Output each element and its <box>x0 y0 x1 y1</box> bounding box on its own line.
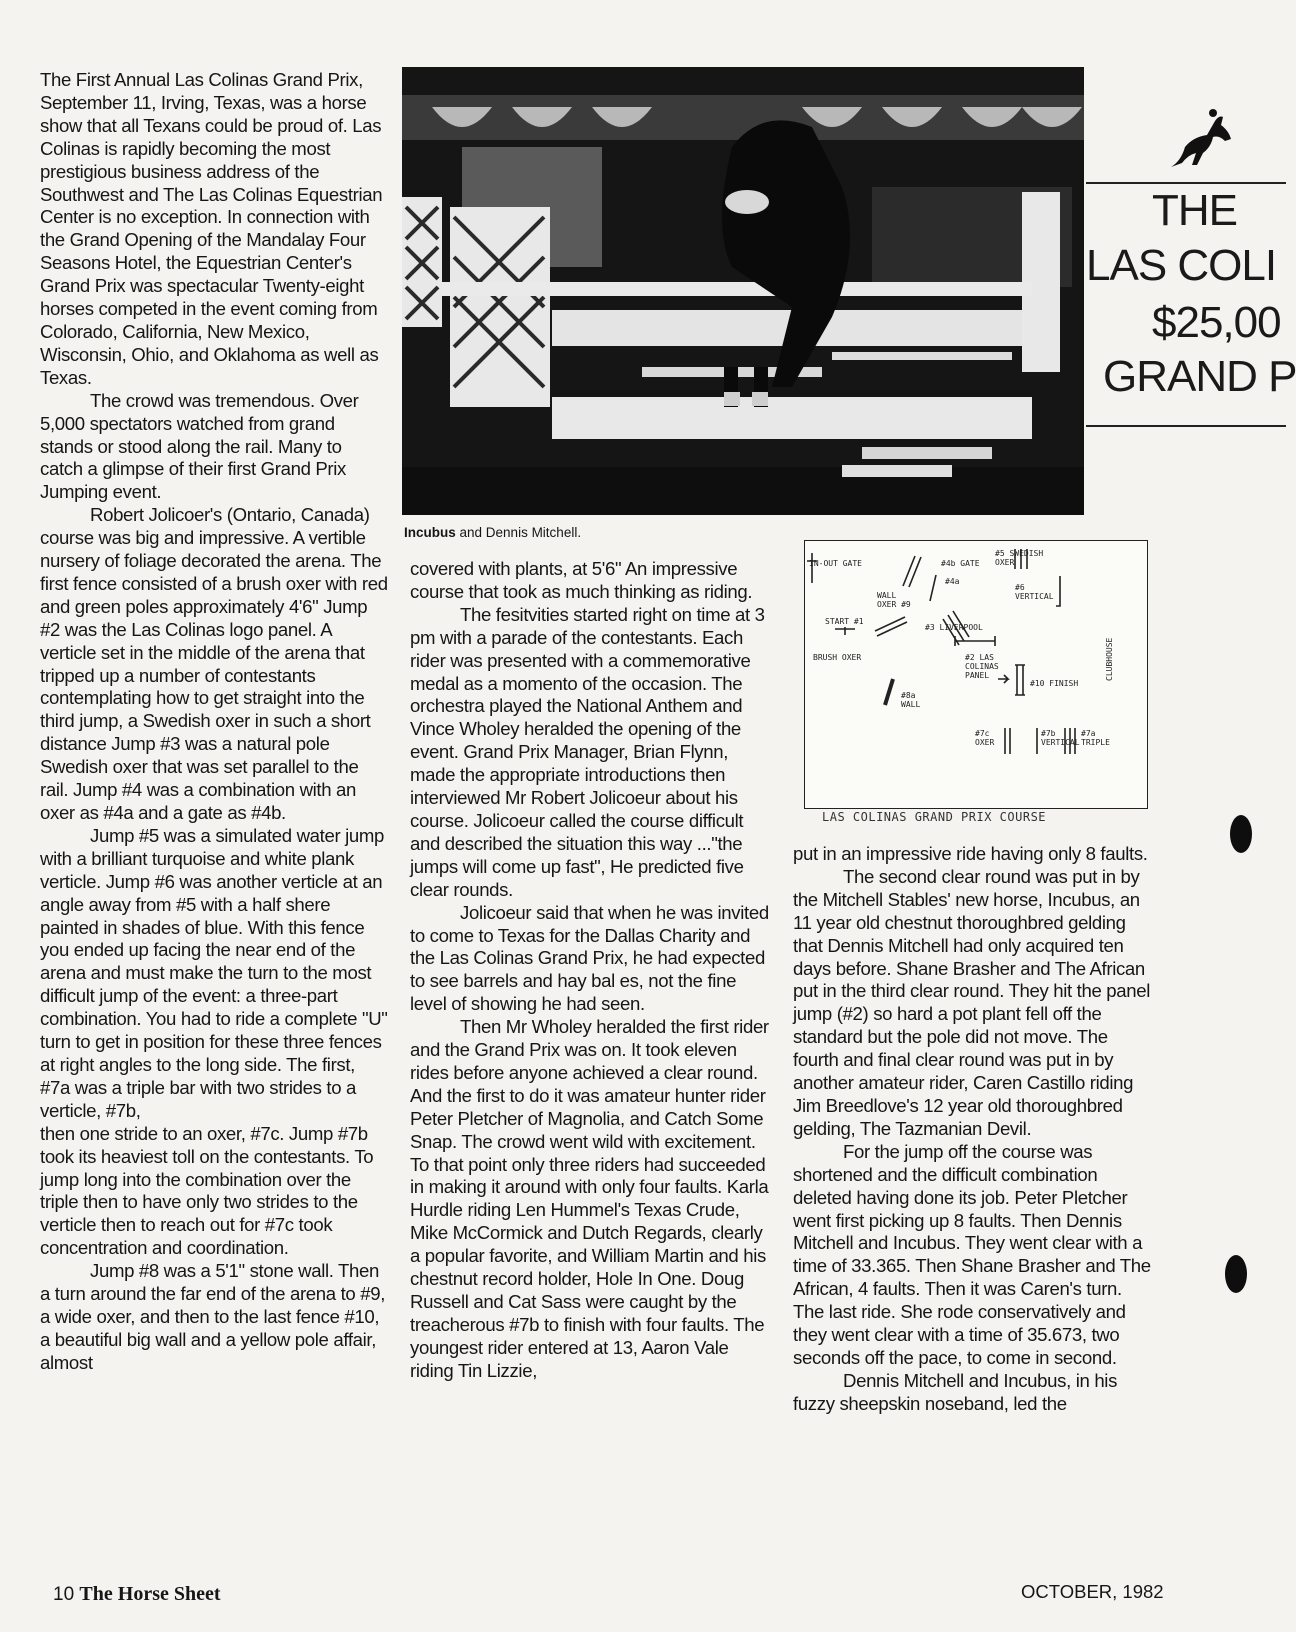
article-column-3 <box>793 843 1155 1416</box>
binder-hole <box>1230 815 1252 853</box>
label-start: START #1 <box>825 617 864 626</box>
headline-line-2: LAS COLI <box>1086 241 1277 290</box>
paragraph: For the jump off the course was shortened and the difficult combination deleted having done its job. Peter Pletcher went first picking up 8 faults. Then Dennis Mitchell and Incubus. They went clear with a time of 33.365. Then Shane Brasher and The African, 4 faults. Then it was Caren's turn. The last ride. She rode conservatively and they went clear with a time of 35.673, two seconds off the pace, to come in second. <box>793 1140 1151 1368</box>
caption-text: and Dennis Mitchell. <box>455 525 582 540</box>
label-clubhouse: CLUBHOUSE <box>1105 637 1114 681</box>
label-vertical: #6 VERTICAL <box>1015 583 1054 601</box>
label-gate: #4b GATE <box>941 559 980 568</box>
headline-rule <box>1086 182 1286 184</box>
label-vertical-7b: #7b VERTICAL <box>1041 729 1080 747</box>
label-oxer: #7c OXER <box>975 729 995 747</box>
photo-caption <box>404 525 581 540</box>
headline-line-3: $25,00 <box>1152 298 1281 347</box>
label-wall: #8a WALL <box>901 691 921 709</box>
headline-line-4: GRAND P <box>1103 352 1296 401</box>
paragraph: then one stride to an oxer, #7c. Jump #7b took its heaviest toll on the contestants. To jump long into the combination over the triple then to have only two strides to the verticle then to reach out for #7c took concentration and coordination. <box>40 1122 374 1259</box>
paragraph: The crowd was tremendous. Over 5,000 spectators watched from grand stands or stood along the rail. Many to catch a glimpse of their first Grand Prix Jumping event. <box>40 389 359 503</box>
paragraph: Dennis Mitchell and Incubus, in his fuzzy sheepskin noseband, led the <box>793 1369 1118 1414</box>
label-in-out-gate: IN-OUT GATE <box>809 559 862 568</box>
caption-horse-name: Incubus <box>404 525 456 540</box>
article-column-1 <box>40 69 388 1375</box>
diagram-caption: LAS COLINAS GRAND PRIX COURSE <box>822 810 1047 824</box>
binder-hole <box>1225 1255 1247 1293</box>
label-liverpool: #3 LIVERPOOL <box>925 623 983 632</box>
headline-line-1: THE <box>1152 186 1237 235</box>
paragraph: Robert Jolicoer's (Ontario, Canada) course was big and impressive. A vertible nursery of foliage decorated the arena. The first fence consisted of a brush oxer with red and green poles approximately 4'6" Jump #2 was the Las Colinas logo panel. A verticle set in the middle of the arena that tripped up a number of contestants contemplating how to get straight into the third jump, a Swedish oxer in such a short distance Jump #3 was a natural pole Swedish oxer that was set parallel to the rail. Jump #4 was a combination with an oxer as #4a and a gate as #4b. <box>40 504 388 823</box>
paragraph: The First Annual Las Colinas Grand Prix, September 11, Irving, Texas, was a horse show that all Texans could be proud of. Las Colinas is rapidly becoming the most prestigious business address of the Southwest and The Las Colinas Equestrian Center is no exception. In connection with the Grand Opening of the Mandalay Four Seasons Hotel, the Equestrian Center's Grand Prix was spectacular Twenty-eight horses competed in the event coming from Colorado, California, New Mexico, Wisconsin, Ohio, and Oklahoma as well as Texas. <box>40 69 383 388</box>
course-diagram <box>804 540 1148 809</box>
page-footer <box>53 1583 221 1606</box>
paragraph: Jump #8 was a 5'1" stone wall. Then a turn around the far end of the arena to #9, a wide oxer, and then to the last fence #10, a beautiful big wall and a yellow pole affair, almost <box>40 1260 386 1373</box>
horse-jumping-photo <box>402 67 1084 515</box>
page-number: 10 <box>53 1584 75 1605</box>
paragraph: put in an impressive ride having only 8 faults. <box>793 843 1148 864</box>
photo-illustration <box>402 67 1084 515</box>
headline-rule <box>1086 425 1286 427</box>
paragraph: covered with plants, at 5'6" An impressive course that took as much thinking as riding. <box>410 558 753 602</box>
label-panel: #2 LAS COLINAS PANEL <box>965 653 999 680</box>
label-wall-oxer: WALL OXER #9 <box>877 591 911 609</box>
article-column-2 <box>410 558 770 1383</box>
label-brush-oxer: BRUSH OXER <box>813 653 862 662</box>
label-triple: #7a TRIPLE <box>1081 729 1110 747</box>
paragraph: Then Mr Wholey heralded the first rider and the Grand Prix was on. It took eleven rides before anyone achieved a clear round. And the first to do it was amateur hunter rider Peter Pletcher of Magnolia, and Catch Some Snap. The crowd went wild with excitement. To that point only three riders had succeeded in making it around with only four faults. Karla Hurdle riding Len Hummel's Texas Crude, Mike McCormick and Dutch Regards, clearly a popular favorite, and William Martin and his chestnut record holder, Hole In One. Doug Russell and Cat Sass were caught by the treacherous #7b to finish with four faults. The youngest rider entered at 13, Aaron Vale riding Tin Lizzie, <box>410 1016 769 1381</box>
paragraph: Jolicoeur said that when he was invited to come to Texas for the Dallas Charity and the Las Colinas Grand Prix, he had expected to see barrels and hay bal es, not the fine level of showing he had seen. <box>410 901 769 1015</box>
paragraph: The fesitvities started right on time at 3 pm with a parade of the contestants. Each rider was presented with a commemorative medal as a momento of the occasion. The orchestra played the National Anthem and Vince Wholey heralded the opening of the event. Grand Prix Manager, Brian Flynn, made the appropriate introductions then interviewed Mr Robert Jolicoeur about his course. Jolicoeur called the course difficult and described the situation this way ..."the jumps will come up fast", He predicted five clear rounds. <box>410 603 765 900</box>
label-finish: #10 FINISH <box>1030 679 1079 688</box>
issue-date: OCTOBER, 1982 <box>1021 1581 1164 1602</box>
paragraph: The second clear round was put in by the Mitchell Stables' new horse, Incubus, an 11 year old chestnut thoroughbred gelding that Dennis Mitchell had only acquired ten days before. Shane Brasher and The African put in the third clear round. They hit the panel jump (#2) so hard a pot plant fell off the standard but the pole did not move. The fourth and final clear round was put in by another amateur rider, Caren Castillo riding Jim Breedlove's 12 year old thoroughbred gelding, The Tazmanian Devil. <box>793 865 1151 1139</box>
paragraph: Jump #5 was a simulated water jump with a brilliant turquoise and white plank verticle. Jump #6 was another verticle at an angle away from #5 with a half shere painted in shades of blue. With this fence you ended up facing the near end of the arena and must make the turn to the most difficult jump of the event: a three-part combination. You had to ride a complete "U" turn to get in position for these three fences at right angles to the long side. The first, #7a was a triple bar with two strides to a verticle, #7b, <box>40 824 388 1121</box>
label-4a: #4a <box>945 577 960 586</box>
horse-rider-logo-icon <box>1167 105 1235 175</box>
label-swedish-oxer: #5 SWEDISH OXER <box>995 549 1044 567</box>
publication-name: The Horse Sheet <box>79 1583 221 1605</box>
